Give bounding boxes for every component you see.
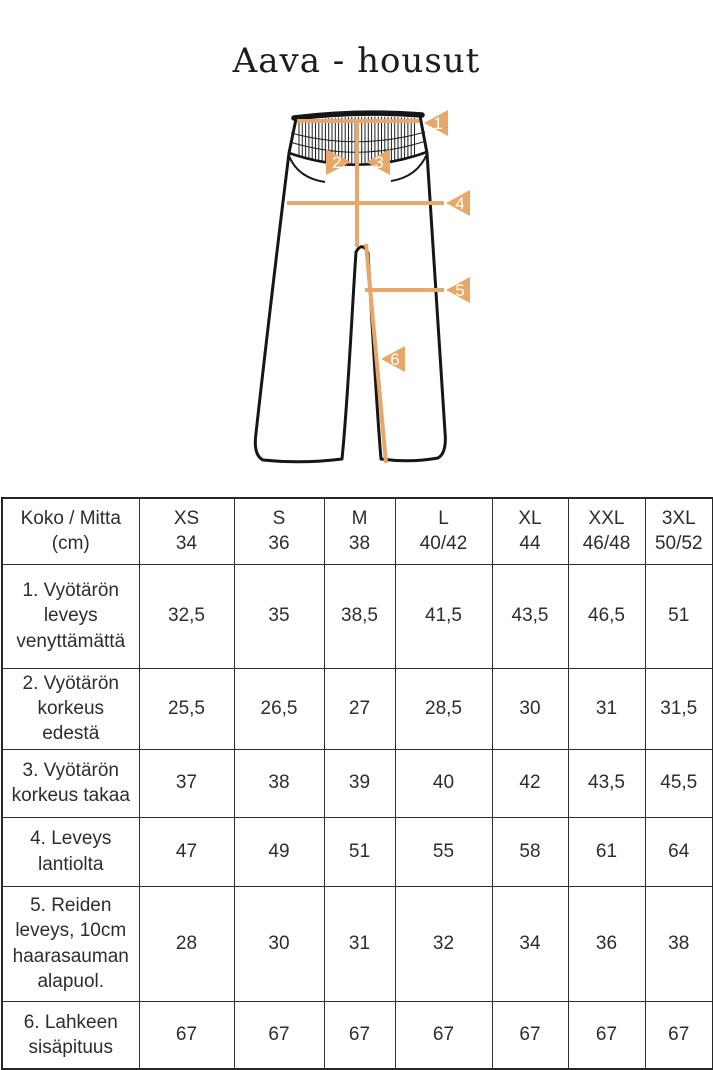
size-label: L (438, 508, 449, 530)
column-header-xl (492, 498, 568, 564)
size-label: 3XL (661, 508, 696, 530)
value-cell: 28,5 (395, 668, 492, 749)
value-cell: 25,5 (139, 668, 234, 749)
value-cell: 45,5 (645, 749, 713, 817)
value-cell: 61 (568, 817, 645, 886)
table-row (2, 668, 713, 749)
value-cell: 67 (492, 1001, 568, 1069)
value-cell: 42 (492, 749, 568, 817)
marker-5 (446, 277, 470, 303)
row-label: 4. Leveys lantiolta (2, 817, 139, 886)
value-cell: 31 (324, 886, 395, 1001)
value-cell: 46,5 (568, 564, 645, 668)
marker-3-number: 3 (374, 153, 384, 172)
value-cell: 58 (492, 817, 568, 886)
value-cell: 55 (395, 817, 492, 886)
size-label: XXL (588, 508, 625, 530)
value-cell: 43,5 (492, 564, 568, 668)
column-header-m (324, 498, 395, 564)
row-label: 6. Lahkeen sisäpituus (2, 1001, 139, 1069)
value-cell: 64 (645, 817, 713, 886)
corner-header-line1: Koko / Mitta (20, 508, 121, 530)
corner-header-line2: (cm) (51, 533, 90, 555)
value-cell: 27 (324, 668, 395, 749)
marker-1-number: 1 (433, 114, 443, 133)
value-cell: 67 (395, 1001, 492, 1069)
value-cell: 32,5 (139, 564, 234, 668)
column-header-xxl (568, 498, 645, 564)
value-cell: 67 (139, 1001, 234, 1069)
value-cell: 30 (234, 886, 324, 1001)
size-number: 44 (519, 533, 541, 555)
size-label: M (351, 508, 368, 530)
value-cell: 38,5 (324, 564, 395, 668)
value-cell: 32 (395, 886, 492, 1001)
corner-header (2, 498, 139, 564)
table-row (2, 564, 713, 668)
value-cell: 35 (234, 564, 324, 668)
value-cell: 31 (568, 668, 645, 749)
value-cell: 39 (324, 749, 395, 817)
column-header-l (395, 498, 492, 564)
value-cell: 67 (645, 1001, 713, 1069)
pants-diagram (0, 100, 713, 497)
column-header-xs (139, 498, 234, 564)
table-row (2, 886, 713, 1001)
value-cell: 43,5 (568, 749, 645, 817)
size-label: S (272, 508, 286, 530)
value-cell: 67 (568, 1001, 645, 1069)
value-cell: 34 (492, 886, 568, 1001)
value-cell: 47 (139, 817, 234, 886)
size-number: 36 (268, 533, 290, 555)
value-cell: 38 (645, 886, 713, 1001)
size-number: 34 (175, 533, 198, 555)
marker-6-number: 6 (390, 350, 400, 369)
value-cell: 41,5 (395, 564, 492, 668)
row-label: 2. Vyötärön korkeus edestä (2, 668, 139, 749)
pants-drawing (0, 100, 713, 497)
size-label: XL (518, 508, 542, 530)
size-number: 38 (348, 533, 371, 555)
size-number: 40/42 (419, 533, 468, 555)
table-row (2, 817, 713, 886)
marker-2-number: 2 (332, 153, 342, 172)
row-label: 3. Vyötärön korkeus takaa (2, 749, 139, 817)
table-row (2, 1001, 713, 1069)
value-cell: 40 (395, 749, 492, 817)
value-cell: 36 (568, 886, 645, 1001)
marker-4-number: 4 (455, 194, 465, 213)
column-header-s (234, 498, 324, 564)
value-cell: 31,5 (645, 668, 713, 749)
table-row (2, 749, 713, 817)
marker-1 (424, 110, 448, 136)
column-header-3xl (645, 498, 713, 564)
size-table (1, 497, 713, 1070)
table-header-row (2, 498, 713, 564)
value-cell: 28 (139, 886, 234, 1001)
row-label: 5. Reiden leveys, 10cm haarasauman alapuol. (2, 886, 139, 1001)
marker-4 (446, 190, 470, 216)
value-cell: 67 (324, 1001, 395, 1069)
value-cell: 51 (324, 817, 395, 886)
value-cell: 38 (234, 749, 324, 817)
size-number: 46/48 (582, 533, 631, 555)
value-cell: 67 (234, 1001, 324, 1069)
size-label: XS (173, 508, 200, 530)
value-cell: 26,5 (234, 668, 324, 749)
value-cell: 51 (645, 564, 713, 668)
table-body (2, 564, 713, 1069)
marker-5-number: 5 (455, 281, 465, 300)
value-cell: 30 (492, 668, 568, 749)
value-cell: 37 (139, 749, 234, 817)
value-cell: 49 (234, 817, 324, 886)
row-label: 1. Vyötärön leveys venyttämättä (2, 564, 139, 668)
page-title: Aava - housut (232, 41, 481, 81)
size-number: 50/52 (654, 533, 703, 555)
